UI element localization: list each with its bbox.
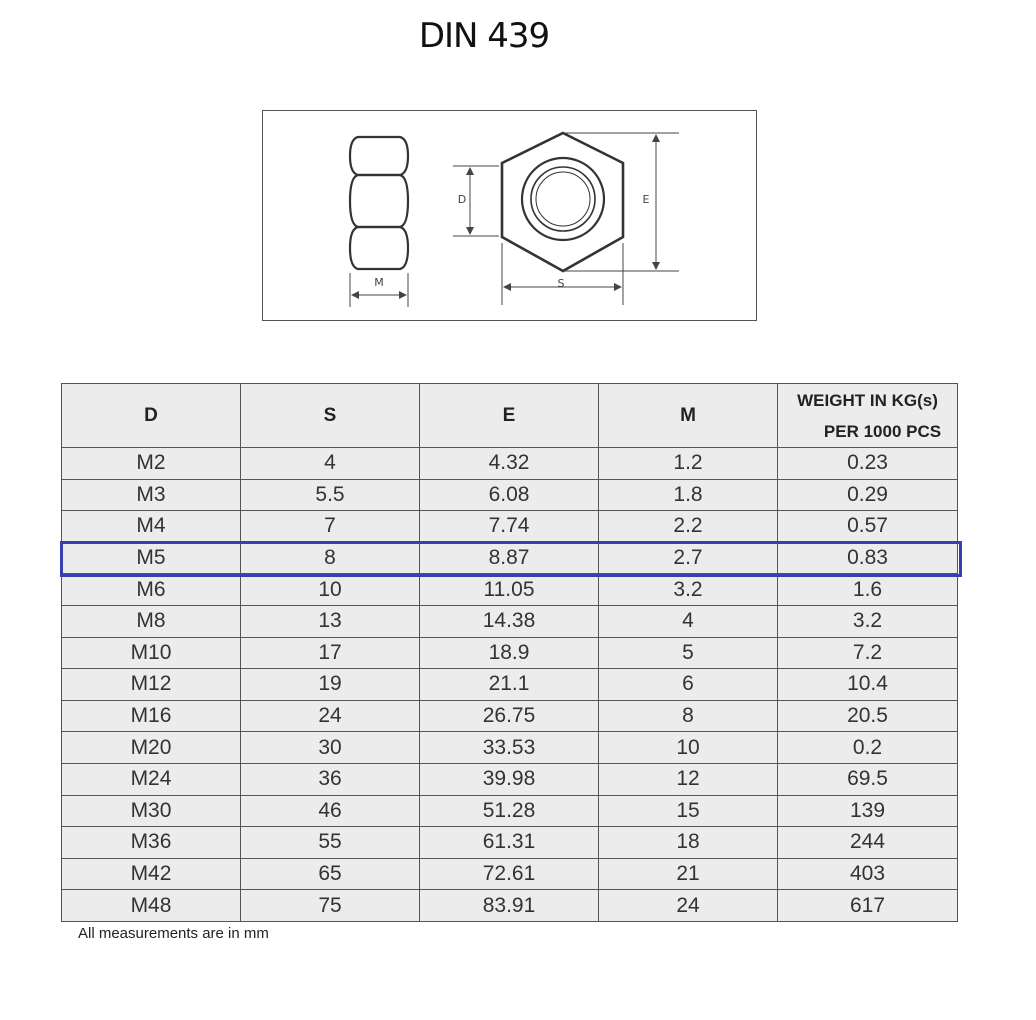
cell-s: 30 bbox=[241, 732, 420, 764]
cell-s: 7 bbox=[241, 511, 420, 543]
cell-e: 11.05 bbox=[420, 574, 599, 606]
cell-d: M4 bbox=[62, 511, 241, 543]
table-row bbox=[62, 479, 958, 511]
column-header-e: E bbox=[420, 384, 599, 448]
cell-e: 33.53 bbox=[420, 732, 599, 764]
cell-m: 4 bbox=[599, 605, 778, 637]
cell-m: 1.2 bbox=[599, 448, 778, 480]
cell-d: M20 bbox=[62, 732, 241, 764]
cell-m: 18 bbox=[599, 827, 778, 859]
label-m: M bbox=[374, 276, 384, 289]
cell-weight: 69.5 bbox=[778, 763, 958, 795]
table-row bbox=[62, 763, 958, 795]
cell-e: 8.87 bbox=[420, 542, 599, 574]
cell-m: 21 bbox=[599, 858, 778, 890]
cell-s: 4 bbox=[241, 448, 420, 480]
weight-header-line2: PER 1000 PCS bbox=[823, 421, 942, 441]
label-e: E bbox=[642, 193, 650, 206]
table-row bbox=[62, 669, 958, 701]
label-d: D bbox=[457, 193, 467, 206]
cell-s: 8 bbox=[241, 542, 420, 574]
cell-s: 24 bbox=[241, 700, 420, 732]
column-header-m: M bbox=[599, 384, 778, 448]
label-s: S bbox=[557, 277, 565, 290]
table-row bbox=[62, 574, 958, 606]
cell-d: M2 bbox=[62, 448, 241, 480]
cell-m: 6 bbox=[599, 669, 778, 701]
table-body bbox=[62, 448, 958, 922]
cell-weight: 139 bbox=[778, 795, 958, 827]
cell-d: M12 bbox=[62, 669, 241, 701]
cell-e: 4.32 bbox=[420, 448, 599, 480]
weight-header-line1: WEIGHT IN KG(s) bbox=[797, 390, 938, 410]
cell-m: 10 bbox=[599, 732, 778, 764]
cell-weight: 7.2 bbox=[778, 637, 958, 669]
cell-weight: 0.57 bbox=[778, 511, 958, 543]
cell-m: 15 bbox=[599, 795, 778, 827]
cell-weight: 0.23 bbox=[778, 448, 958, 480]
cell-s: 13 bbox=[241, 605, 420, 637]
cell-weight: 3.2 bbox=[778, 605, 958, 637]
cell-weight: 617 bbox=[778, 890, 958, 922]
cell-s: 10 bbox=[241, 574, 420, 606]
cell-m: 12 bbox=[599, 763, 778, 795]
cell-d: M36 bbox=[62, 827, 241, 859]
cell-s: 36 bbox=[241, 763, 420, 795]
dimension-table bbox=[61, 383, 958, 922]
table-row bbox=[62, 542, 958, 574]
hex-nut-diagram bbox=[263, 111, 756, 320]
cell-d: M42 bbox=[62, 858, 241, 890]
cell-d: M10 bbox=[62, 637, 241, 669]
measurement-footnote: All measurements are in mm bbox=[78, 925, 269, 942]
cell-s: 75 bbox=[241, 890, 420, 922]
cell-m: 2.2 bbox=[599, 511, 778, 543]
cell-e: 21.1 bbox=[420, 669, 599, 701]
cell-s: 55 bbox=[241, 827, 420, 859]
table-row bbox=[62, 605, 958, 637]
cell-weight: 244 bbox=[778, 827, 958, 859]
table-row bbox=[62, 511, 958, 543]
table-row bbox=[62, 827, 958, 859]
cell-weight: 0.29 bbox=[778, 479, 958, 511]
column-header-weight bbox=[778, 384, 958, 448]
cell-d: M8 bbox=[62, 605, 241, 637]
side-view bbox=[350, 137, 408, 269]
cell-e: 61.31 bbox=[420, 827, 599, 859]
cell-e: 26.75 bbox=[420, 700, 599, 732]
cell-e: 72.61 bbox=[420, 858, 599, 890]
cell-d: M5 bbox=[62, 542, 241, 574]
cell-weight: 10.4 bbox=[778, 669, 958, 701]
table-row bbox=[62, 700, 958, 732]
cell-e: 14.38 bbox=[420, 605, 599, 637]
nut-dimension-drawing bbox=[262, 110, 757, 321]
cell-d: M6 bbox=[62, 574, 241, 606]
cell-s: 5.5 bbox=[241, 479, 420, 511]
page-title: DIN 439 bbox=[418, 16, 550, 56]
column-header-d: D bbox=[62, 384, 241, 448]
cell-weight: 0.83 bbox=[778, 542, 958, 574]
cell-e: 7.74 bbox=[420, 511, 599, 543]
table-row bbox=[62, 795, 958, 827]
cell-weight: 20.5 bbox=[778, 700, 958, 732]
cell-s: 19 bbox=[241, 669, 420, 701]
cell-m: 24 bbox=[599, 890, 778, 922]
table-row bbox=[62, 890, 958, 922]
cell-s: 17 bbox=[241, 637, 420, 669]
table-row bbox=[62, 732, 958, 764]
column-header-s: S bbox=[241, 384, 420, 448]
cell-m: 5 bbox=[599, 637, 778, 669]
cell-d: M24 bbox=[62, 763, 241, 795]
cell-s: 46 bbox=[241, 795, 420, 827]
cell-m: 1.8 bbox=[599, 479, 778, 511]
cell-d: M30 bbox=[62, 795, 241, 827]
front-view bbox=[502, 133, 623, 271]
cell-weight: 1.6 bbox=[778, 574, 958, 606]
table-row bbox=[62, 858, 958, 890]
cell-e: 6.08 bbox=[420, 479, 599, 511]
cell-weight: 0.2 bbox=[778, 732, 958, 764]
cell-d: M3 bbox=[62, 479, 241, 511]
cell-d: M48 bbox=[62, 890, 241, 922]
table-row bbox=[62, 448, 958, 480]
table-row bbox=[62, 637, 958, 669]
cell-m: 3.2 bbox=[599, 574, 778, 606]
cell-d: M16 bbox=[62, 700, 241, 732]
cell-e: 51.28 bbox=[420, 795, 599, 827]
cell-m: 2.7 bbox=[599, 542, 778, 574]
cell-e: 18.9 bbox=[420, 637, 599, 669]
cell-m: 8 bbox=[599, 700, 778, 732]
cell-e: 83.91 bbox=[420, 890, 599, 922]
cell-s: 65 bbox=[241, 858, 420, 890]
table-header-row bbox=[62, 384, 958, 448]
cell-weight: 403 bbox=[778, 858, 958, 890]
cell-e: 39.98 bbox=[420, 763, 599, 795]
